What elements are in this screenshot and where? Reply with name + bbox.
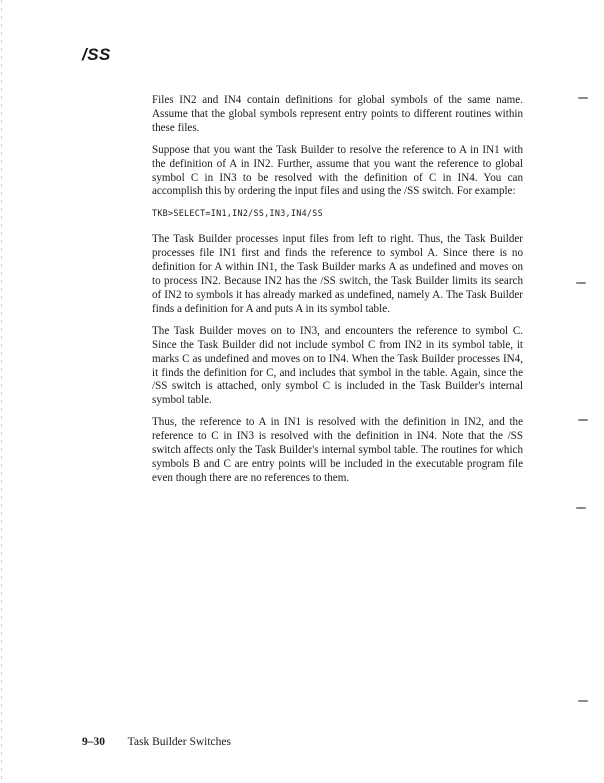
section-heading: /SS — [82, 45, 111, 64]
paragraph-scenario: Suppose that you want the Task Builder to resolve the reference to A in IN1 with the definition of A in IN2. Further, assume that you want the reference to global symbol C in IN3 to be resolved with the definition of C in IN4. You can accomplish this by ordering the input files and using the /SS switch. For example: — [152, 143, 523, 198]
body-text — [152, 94, 523, 494]
margin-mark — [578, 97, 588, 99]
margin-mark — [578, 700, 588, 702]
paragraph-intro: Files IN2 and IN4 contain definitions for global symbols of the same name. Assume that the global symbols represent entry points to different routines within these files. — [152, 94, 523, 134]
margin-mark — [578, 419, 588, 421]
paragraph-in3-in4: The Task Builder moves on to IN3, and encounters the reference to symbol C. Since the Task Builder did not include symbol C from IN2 in its symbol table, it marks C as undefined and moves on to IN4. When the Task Builder processes IN4, it finds the definition for C, and includes that symbol in the table. Again, since the /SS switch is attached, only symbol C is included in the Task Builder's internal symbol table. — [152, 324, 523, 407]
page-number: 9–30 — [82, 736, 105, 748]
page-footer — [82, 736, 231, 748]
paragraph-conclusion: Thus, the reference to A in IN1 is resolved with the definition in IN2, and the reference to C in IN3 is resolved with the definition in IN4. Note that the /SS switch affects only the Task Builder's internal symbol table. The routines for which symbols B and C are entry points will be included in the executable program file even though there are no references to them. — [152, 416, 523, 484]
paragraph-processing: The Task Builder processes input files from left to right. Thus, the Task Builder processes file IN1 first and finds the reference to symbol A. Since there is no definition for A within IN1, the Task Builder marks A as undefined and moves on to process IN2. Because IN2 has the /SS switch, the Task Builder limits its search of IN2 to symbols it has already marked as undefined, namely A. The Task Builder finds a definition for A and puts A in its symbol table. — [152, 233, 523, 315]
code-example: TKB>SELECT=IN1,IN2/SS,IN3,IN4/SS — [152, 208, 323, 219]
margin-mark — [576, 282, 586, 284]
scan-edge-trace — [1, 0, 2, 783]
footer-section-title: Task Builder Switches — [127, 736, 231, 748]
margin-mark — [576, 507, 586, 509]
